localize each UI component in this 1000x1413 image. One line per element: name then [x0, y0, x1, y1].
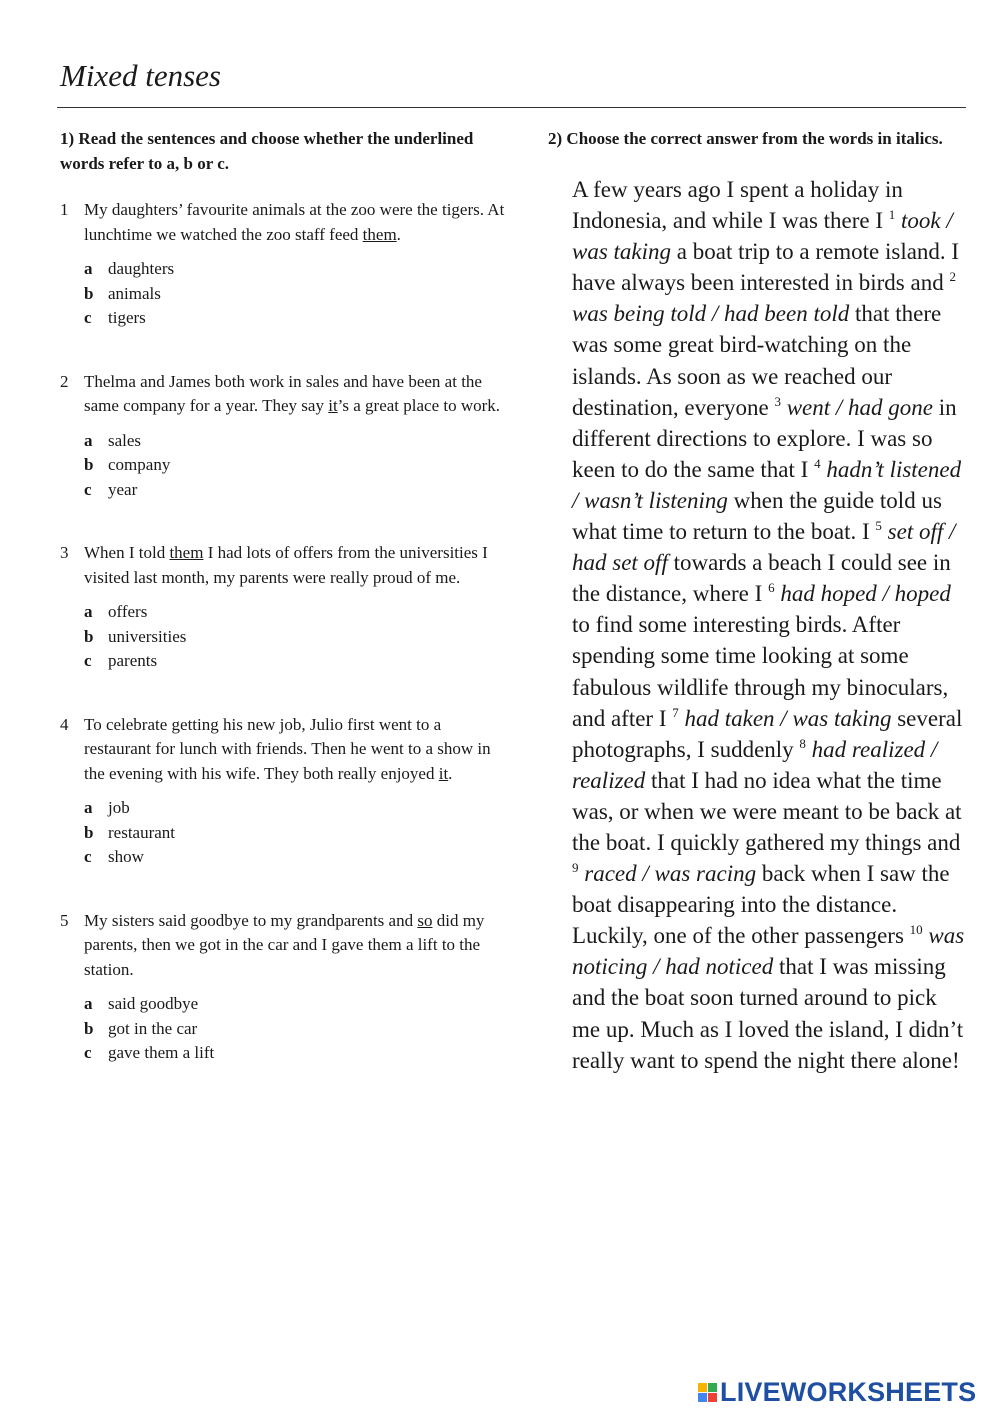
title-divider	[57, 107, 966, 108]
option-b[interactable]: b animals	[84, 283, 161, 303]
question-text: My sisters said goodbye to my grandparents and so did my parents, then we got in the car and I gave them a lift to the station.	[84, 910, 485, 979]
option-c[interactable]: c gave them a lift	[84, 1043, 215, 1062]
option-a[interactable]: a offers	[84, 602, 148, 621]
section-2-instructions: 2) Choose the correct answer from the words in italics.	[548, 129, 943, 148]
option-b[interactable]: b got in the car	[84, 1018, 198, 1038]
option-b[interactable]: b universities	[84, 626, 187, 646]
underlined-word: it	[438, 763, 449, 783]
option-a[interactable]: a job	[84, 798, 130, 817]
option-a[interactable]: a sales	[84, 430, 142, 450]
choice-9[interactable]: raced / was racing	[584, 861, 757, 887]
logo-text: LIVEWORKSHEETS	[720, 1377, 977, 1407]
gap-number: 9	[572, 860, 579, 876]
question-4	[60, 713, 505, 887]
choice-3[interactable]: went / had gone	[786, 394, 934, 420]
section-1-instructions: 1) Read the sentences and choose whether the underlined words refer to a, b or c.	[60, 129, 474, 173]
gap-number: 8	[799, 735, 806, 751]
question-3	[60, 541, 505, 691]
question-number: 4	[60, 714, 69, 734]
gap-number: 7	[672, 704, 679, 720]
question-text: My daughters’ favourite animals at the zoo were the tigers. At lunchtime we watched the zoo staff feed them.	[84, 200, 505, 244]
question-1	[60, 198, 505, 348]
option-b[interactable]: b company	[84, 455, 171, 474]
gap-number: 5	[875, 518, 882, 534]
liveworksheets-logo	[698, 1377, 976, 1408]
gap-number: 3	[774, 393, 781, 409]
answer-options	[84, 992, 505, 1066]
choice-4[interactable]: hadn’t listened / wasn’t listening	[572, 456, 962, 513]
choice-2[interactable]: was being told / had been told	[572, 301, 850, 327]
option-c[interactable]: c parents	[84, 651, 158, 670]
option-a[interactable]: a said goodbye	[84, 994, 199, 1013]
choice-7[interactable]: had taken / was taking	[684, 705, 892, 731]
question-text: To celebrate getting his new job, Julio first went to a restaurant for lunch with friends. Then he went to a show in the evening with his wife. They both really enjoyed it.	[84, 714, 491, 783]
gap-number: 6	[768, 580, 775, 596]
choice-1[interactable]: took / was taking	[572, 208, 953, 265]
question-number: 5	[60, 910, 69, 930]
section-1	[60, 126, 505, 1066]
option-c[interactable]: c tigers	[84, 308, 146, 327]
question-number: 3	[60, 543, 69, 562]
choice-5[interactable]: set off / had set off	[572, 519, 956, 576]
gap-number: 10	[909, 922, 923, 938]
underlined-word: so	[417, 910, 433, 930]
question-2	[60, 370, 505, 520]
option-b[interactable]: b restaurant	[84, 822, 176, 842]
reading-passage: A few years ago I spent a holiday in Indonesia, and while I was there I $^1$ took / was taking a boat trip to a remote island. I have always been interested in birds and $^2$ was being told / had been told that there was some great bird-watching on the islands. As soon as we reached our destination, everyone $^3$ went / had gone in different directions to explore. I was so keen to do the same that I $^4$ hadn’t listened / wasn’t listening when the guide told us what time to return to the boat. I $^5$ set off / had set off towards a beach I could see in the distance, where I $^6$ had hoped / hoped to find some interesting birds. After spending some time looking at some fabulous wildlife through my binoculars, and after I $^7$ had taken / was taking several photographs, I suddenly $^8$ had realized / realized that I had no idea what the time was, or when we were meant to be back at the boat. I quickly gathered my things and $^9$ raced / was racing back when I saw the boat disappearing into the distance. Luckily, one of the other passengers $^{10}$ was noticing / had noticed that I was missing and the boat soon turned around to pick me up. Much as I loved the island, I didn’t really want to spend the night there alone!	[572, 177, 965, 1073]
choice-8[interactable]: had realized / realized	[572, 736, 938, 793]
answer-options	[84, 257, 505, 331]
question-5	[60, 909, 505, 1066]
choice-6[interactable]: had hoped / hoped	[780, 581, 951, 607]
option-c[interactable]: c show	[84, 847, 144, 866]
gap-number: 1	[888, 207, 896, 223]
page-title: Mixed tenses	[60, 58, 221, 93]
question-number: 2	[60, 371, 69, 391]
question-text: Thelma and James both work in sales and have been at the same company for a year. They say it’s a great place to work.	[84, 371, 501, 415]
option-a[interactable]: a daughters	[84, 259, 175, 278]
answer-options	[84, 429, 505, 503]
gap-number: 4	[814, 455, 821, 471]
underlined-word: it	[328, 396, 338, 415]
logo-icon	[698, 1383, 717, 1402]
option-c[interactable]: c year	[84, 479, 138, 499]
question-number: 1	[60, 200, 69, 219]
gap-number: 2	[949, 269, 956, 285]
answer-options	[84, 796, 505, 870]
choice-10[interactable]: was noticing / had noticed	[572, 923, 965, 980]
underlined-word: them	[362, 224, 397, 244]
answer-options	[84, 600, 505, 674]
question-text: When I told them I had lots of offers from the universities I visited last month, my parents were really proud of me.	[84, 543, 488, 587]
underlined-word: them	[169, 543, 204, 562]
section-2	[524, 126, 974, 1076]
